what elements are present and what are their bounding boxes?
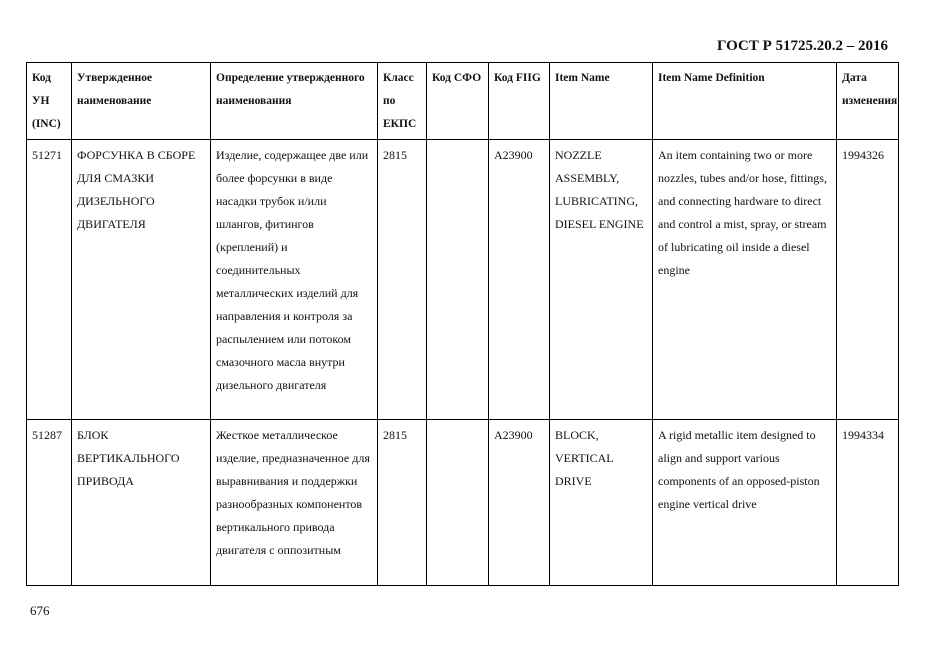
- cell-date: 1994334: [837, 420, 899, 586]
- nomenclature-table: [26, 62, 899, 586]
- cell-fiig: A23900: [489, 420, 550, 586]
- column-header-item-name: Item Name: [550, 63, 653, 140]
- cell-inc: 51271: [27, 140, 72, 420]
- column-header-approved-name: Утвержденное наименование: [72, 63, 211, 140]
- cell-item-definition: An item containing two or more nozzles, tubes and/or hose, fittings, and connecting hardware to direct and control a mist, spray, or stream of lubricating oil inside a diesel engine: [653, 140, 837, 420]
- column-header-sfo: Код СФО: [427, 63, 489, 140]
- cell-item-name: BLOCK, VERTICAL DRIVE: [550, 420, 653, 586]
- column-header-definition: Определение утвержденного наименования: [211, 63, 378, 140]
- table-header-row: [27, 63, 899, 140]
- column-header-inc: Код УН (INC): [27, 63, 72, 140]
- cell-approved-name: БЛОК ВЕРТИКАЛЬНОГО ПРИВОДА: [72, 420, 211, 586]
- cell-item-name: NOZZLE ASSEMBLY, LUBRICATING, DIESEL ENGINE: [550, 140, 653, 420]
- cell-inc: 51287: [27, 420, 72, 586]
- page-number: 676: [30, 603, 50, 618]
- table-row: [27, 140, 899, 420]
- cell-class: 2815: [378, 420, 427, 586]
- column-header-date: Дата изменения: [837, 63, 899, 140]
- cell-item-definition: A rigid metallic item designed to align and support various components of an opposed-piston engine vertical drive: [653, 420, 837, 586]
- column-header-fiig: Код FIIG: [489, 63, 550, 140]
- cell-approved-name: ФОРСУНКА В СБОРЕ ДЛЯ СМАЗКИ ДИЗЕЛЬНОГО ДВИГАТЕЛЯ: [72, 140, 211, 420]
- column-header-class: Класс по ЕКПС: [378, 63, 427, 140]
- cell-date: 1994326: [837, 140, 899, 420]
- cell-definition: Изделие, содержащее две или более форсунки в виде насадки трубок и/или шлангов, фитингов (креплений) и соединительных металлических изделий для направления и контроля за распылением или потоком смазочного масла внутри дизельного двигателя: [211, 140, 378, 420]
- table-row: [27, 420, 899, 586]
- cell-definition: Жесткое металлическое изделие, предназначенное для выравнивания и поддержки разнообразных компонентов вертикального привода двигателя с оппозитным: [211, 420, 378, 586]
- cell-sfo: [427, 420, 489, 586]
- document-standard-header: ГОСТ Р 51725.20.2 – 2016: [716, 38, 888, 54]
- cell-sfo: [427, 140, 489, 420]
- column-header-item-definition: Item Name Definition: [653, 63, 837, 140]
- cell-fiig: A23900: [489, 140, 550, 420]
- cell-class: 2815: [378, 140, 427, 420]
